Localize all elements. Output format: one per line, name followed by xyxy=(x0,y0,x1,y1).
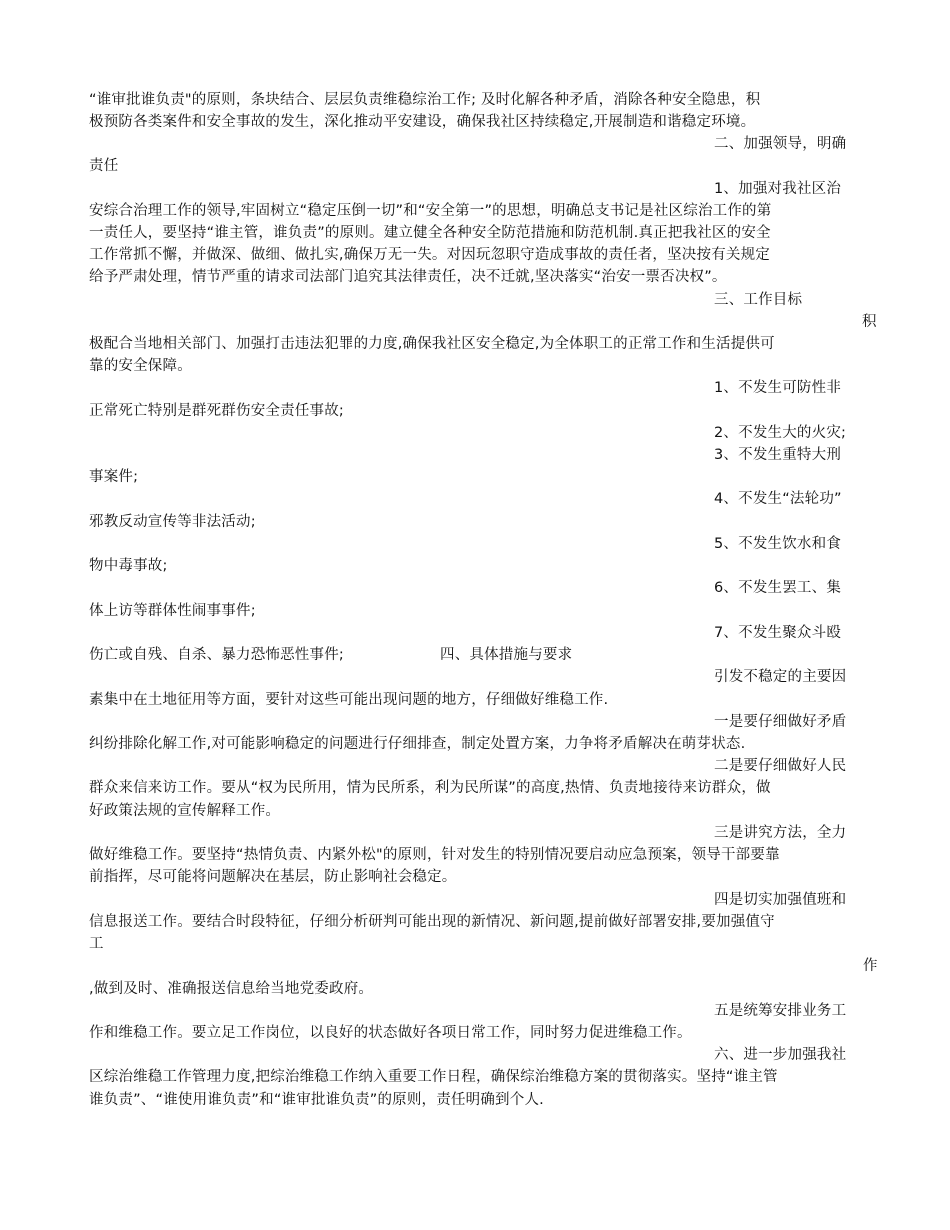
text-line: 前指挥，尽可能将问题解决在基层，防止影响社会稳定。 xyxy=(89,869,457,885)
list-item: 1、不发生可防性非 xyxy=(714,380,842,396)
text-line: 好政策法规的宣传解释工作。 xyxy=(89,803,281,819)
list-item: 4、不发生“法轮功” xyxy=(714,491,842,507)
text-line: 作和维稳工作。要立足工作岗位，以良好的状态做好各项日常工作，同时努力促进维稳工作。 xyxy=(89,1025,692,1041)
list-item: 7、不发生聚众斗殴 xyxy=(714,625,842,641)
text-line: 责任 xyxy=(89,158,119,174)
text-line: 伤亡或自残、自杀、暴力恐怖恶性事件; xyxy=(89,647,344,663)
text-line: 工作常抓不懈，并做深、做细、做扎实,确保万无一失。对因玩忽职守造成事故的责任者，坚决按有关规定 xyxy=(89,247,771,263)
list-item: 6、不发生罢工、集 xyxy=(714,580,842,596)
text-line: 事案件; xyxy=(89,469,139,485)
text-line: 群众来信来访工作。要从“权为民所用，情为民所系，利为民所谋”的高度,热情、负责地接待来访群众，做 xyxy=(89,780,771,796)
text-line: 靠的安全保障。 xyxy=(89,358,192,374)
text-line: 极配合当地相关部门、加强打击违法犯罪的力度,确保我社区安全稳定,为全体职工的正常工作和生活提供可 xyxy=(89,336,775,352)
text-line: 四是切实加强值班和 xyxy=(714,892,847,908)
text-line: 作 xyxy=(863,958,878,974)
text-line: 做好维稳工作。要坚持“热情负责、内紧外松"的原则，针对发生的特别情况要启动应急预案，领导干部要靠 xyxy=(89,847,780,863)
text-line: 区综治维稳工作管理力度,把综治维稳工作纳入重要工作日程，确保综治维稳方案的贯彻落实。坚持“谁主管 xyxy=(89,1069,778,1085)
text-line: 体上访等群体性闹事事件; xyxy=(89,603,256,619)
text-line: 素集中在土地征用等方面，要针对这些可能出现问题的地方，仔细做好维稳工作. xyxy=(89,692,609,708)
text-line: 邪教反动宣传等非法活动; xyxy=(89,514,256,530)
list-item: 2、不发生大的火灾; xyxy=(714,425,847,441)
text-line: 给予严肃处理，情节严重的请求司法部门追究其法律责任，决不迁就,坚决落实“治安一票否决权”。 xyxy=(89,269,727,285)
text-line: 谁负责”、“谁使用谁负责”和“谁审批谁负责”的原则，责任明确到个人. xyxy=(89,1092,544,1108)
text-line: 三是讲究方法，全力 xyxy=(714,825,847,841)
text-line: 物中毒事故; xyxy=(89,558,168,574)
text-line: 极预防各类案件和安全事故的发生，深化推动平安建设，确保我社区持续稳定,开展制造和谐稳定环境。 xyxy=(89,114,756,130)
section-heading: 三、工作目标 xyxy=(714,292,803,308)
section-heading: 六、进一步加强我社 xyxy=(714,1047,847,1063)
text-line: 一责任人，要坚持“谁主管，谁负责”的原则。建立健全各种安全防范措施和防范机制.真正把我社区的安全 xyxy=(89,225,771,241)
text-line: 信息报送工作。要结合时段特征，仔细分析研判可能出现的新情况、新问题,提前做好部署安排,要加强值守 xyxy=(89,914,775,930)
section-heading: 四、具体措施与要求 xyxy=(440,647,573,663)
text-line: 1、加强对我社区治 xyxy=(714,181,842,197)
text-line: 积 xyxy=(862,314,877,330)
section-heading: 二、加强领导，明确 xyxy=(714,136,847,152)
text-line: ,做到及时、准确报送信息给当地党委政府。 xyxy=(89,981,374,997)
text-line: “谁审批谁负责"的原则，条块结合、层层负责维稳综治工作; 及时化解各种矛盾，消除各种安全隐患，积 xyxy=(89,92,761,108)
text-line: 五是统筹安排业务工 xyxy=(714,1003,847,1019)
text-line: 工 xyxy=(89,936,104,952)
text-line: 正常死亡特别是群死群伤安全责任事故; xyxy=(89,403,344,419)
list-item: 3、不发生重特大刑 xyxy=(714,447,842,463)
text-line: 二是要仔细做好人民 xyxy=(714,758,847,774)
text-line: 一是要仔细做好矛盾 xyxy=(714,714,847,730)
list-item: 5、不发生饮水和食 xyxy=(714,536,842,552)
text-line: 安综合治理工作的领导,牢固树立“稳定压倒一切”和“安全第一”的思想，明确总支书记是社区综治工作的第 xyxy=(89,203,772,219)
text-line: 引发不稳定的主要因 xyxy=(714,669,847,685)
text-line: 纠纷排除化解工作,对可能影响稳定的问题进行仔细排查，制定处置方案，力争将矛盾解决在萌芽状态. xyxy=(89,736,746,752)
